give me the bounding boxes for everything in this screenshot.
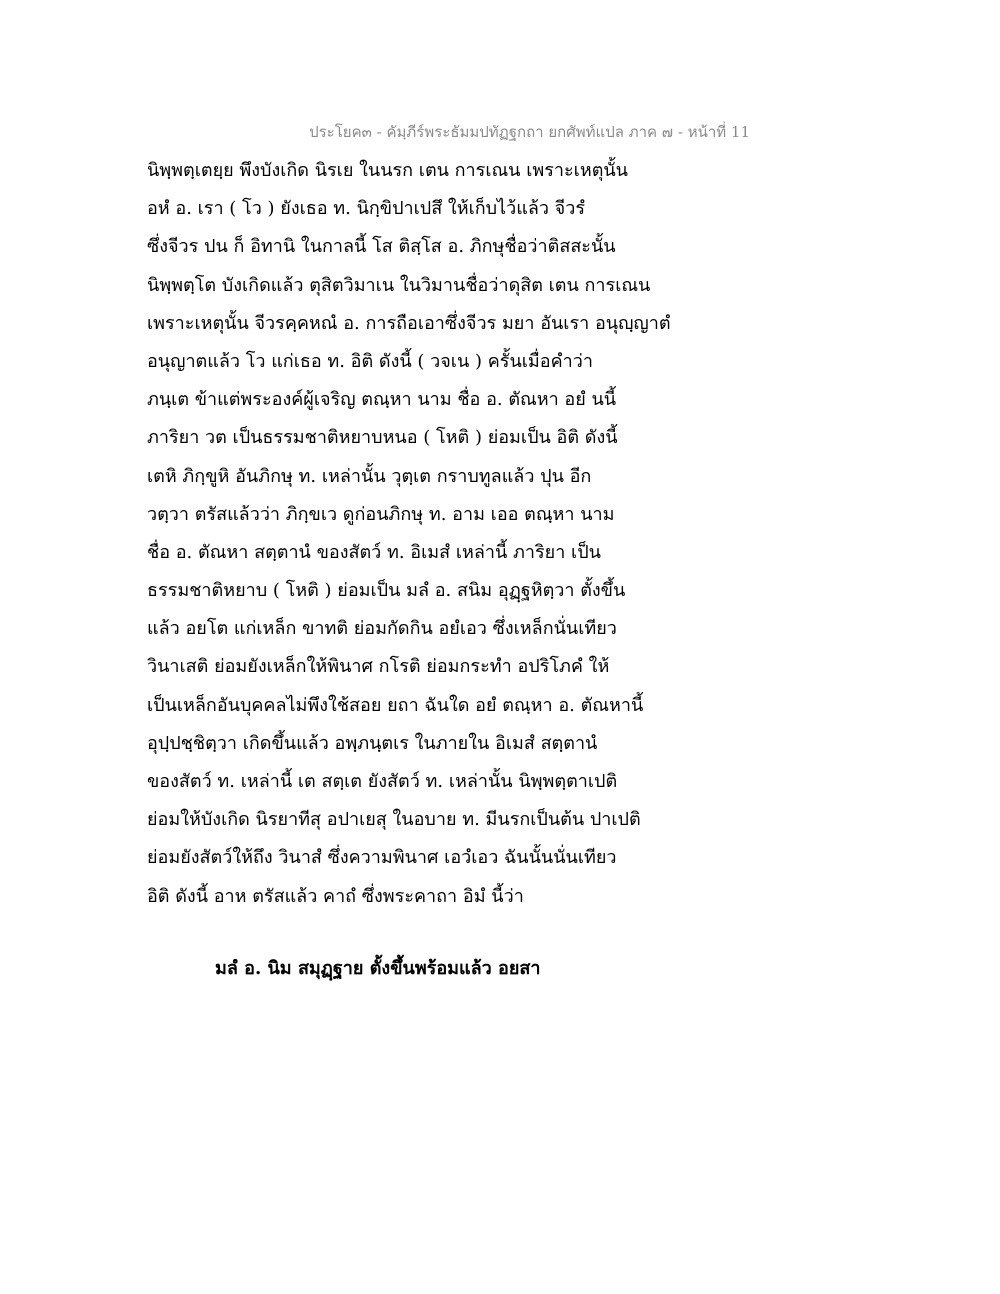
text-line: ภาริยา วต เป็นธรรมชาติหยาบหนอ ( โหติ ) ย่อมเป็น อิติ ดังนี้ — [147, 427, 618, 449]
text-line: วตฺวา ตรัสแล้วว่า ภิกฺขเว ดูก่อนภิกษุ ท. อาม เออ ตณฺหา นาม — [147, 503, 615, 525]
text-line: ซึ่งจีวร ปน ก็ อิทานิ ในกาลนี้ โส ติสฺโส อ. ภิกษุชื่อว่าติสสะนั้น — [147, 236, 616, 258]
text-line: ชื่อ อ. ตัณหา สตฺตานํ ของสัตว์ ท. อิเมสํ เหล่านี้ ภาริยา เป็น — [147, 541, 601, 563]
text-line: อุปฺปชฺชิตฺวา เกิดขึ้นแล้ว อพฺภนฺตเร ในภายใน อิเมสํ สตฺตานํ — [147, 732, 598, 754]
text-line: ภนฺเต ข้าแต่พระองค์ผู้เจริญ ตณฺหา นาม ชื่อ อ. ตัณหา อยํ นนี้ — [147, 389, 617, 411]
text-line: เตหิ ภิกฺขูหิ อันภิกษุ ท. เหล่านั้น วุตฺเต กราบทูลแล้ว ปุน อีก — [147, 465, 592, 487]
text-line: เพราะเหตุนั้น จีวรคฺคหณํ อ. การถือเอาซึ่งจีวร มยา อันเรา อนุญฺญาตํ — [147, 312, 671, 334]
text-line: อิติ ดังนี้ อาห ตรัสแล้ว คาถํ ซึ่งพระคาถา อิมํ นี้ว่า — [147, 885, 524, 907]
text-line: อนุญาตแล้ว โว แก่เธอ ท. อิติ ดังนี้ ( วจเน ) ครั้นเมื่อคำว่า — [147, 350, 593, 372]
text-line: นิพฺพตฺเตยฺย พึงบังเกิด นิรเย ในนรก เตน การเณน เพราะเหตุนั้น — [147, 160, 628, 181]
text-line: วินาเสติ ย่อมยังเหล็กให้พินาศ กโรติ ย่อมกระทำ อปริโภคํ ให้ — [147, 656, 610, 678]
text-line: เป็นเหล็กอันบุคคลไม่พึงใช้สอย ยถา ฉันใด อยํ ตณฺหา อ. ตัณหานี้ — [147, 694, 644, 716]
text-line: อหํ อ. เรา ( โว ) ยังเธอ ท. นิกฺขิปาเปสึ ให้เก็บไว้แล้ว จีวรํ — [147, 198, 586, 220]
text-line: นิพฺพตฺโต บังเกิดแล้ว ตุสิตวิมาเน ในวิมานชื่อว่าดุสิต เตน การเณน — [147, 274, 651, 296]
verse-line: มลํ อ. นิม สมุฏฺฐาย ตั้งขึ้นพร้อมแล้ว อยสา — [215, 958, 541, 979]
text-line: ย่อมให้บังเกิด นิรยาทีสุ อปาเยสุ ในอบาย ท. มีนรกเป็นต้น ปาเปติ — [147, 809, 641, 831]
text-line: ย่อมยังสัตว์ให้ถึง วินาสํ ซึ่งความพินาศ เอวํเอว ฉันนั้นนั่นเทียว — [147, 847, 617, 869]
body-text — [147, 152, 707, 916]
text-line: ของสัตว์ ท. เหล่านี้ เต สตฺเต ยังสัตว์ ท. เหล่านั้น นิพฺพตฺตาเปติ — [147, 771, 618, 792]
text-line: ธรรมชาติหยาบ ( โหติ ) ย่อมเป็น มลํ อ. สนิม อุฏฺฐหิตฺวา ตั้งขึ้น — [147, 580, 626, 602]
text-line: แล้ว อยโต แก่เหล็ก ขาทติ ย่อมกัดกิน อยํเอว ซึ่งเหล็กนั่นเทียว — [147, 618, 617, 640]
running-header: ประโยค๓ - คัมฺภีร์พระธัมมปทัฏฐกถา ยกศัพท์แปล ภาค ๗ - หน้าที่ 11 — [309, 123, 750, 141]
